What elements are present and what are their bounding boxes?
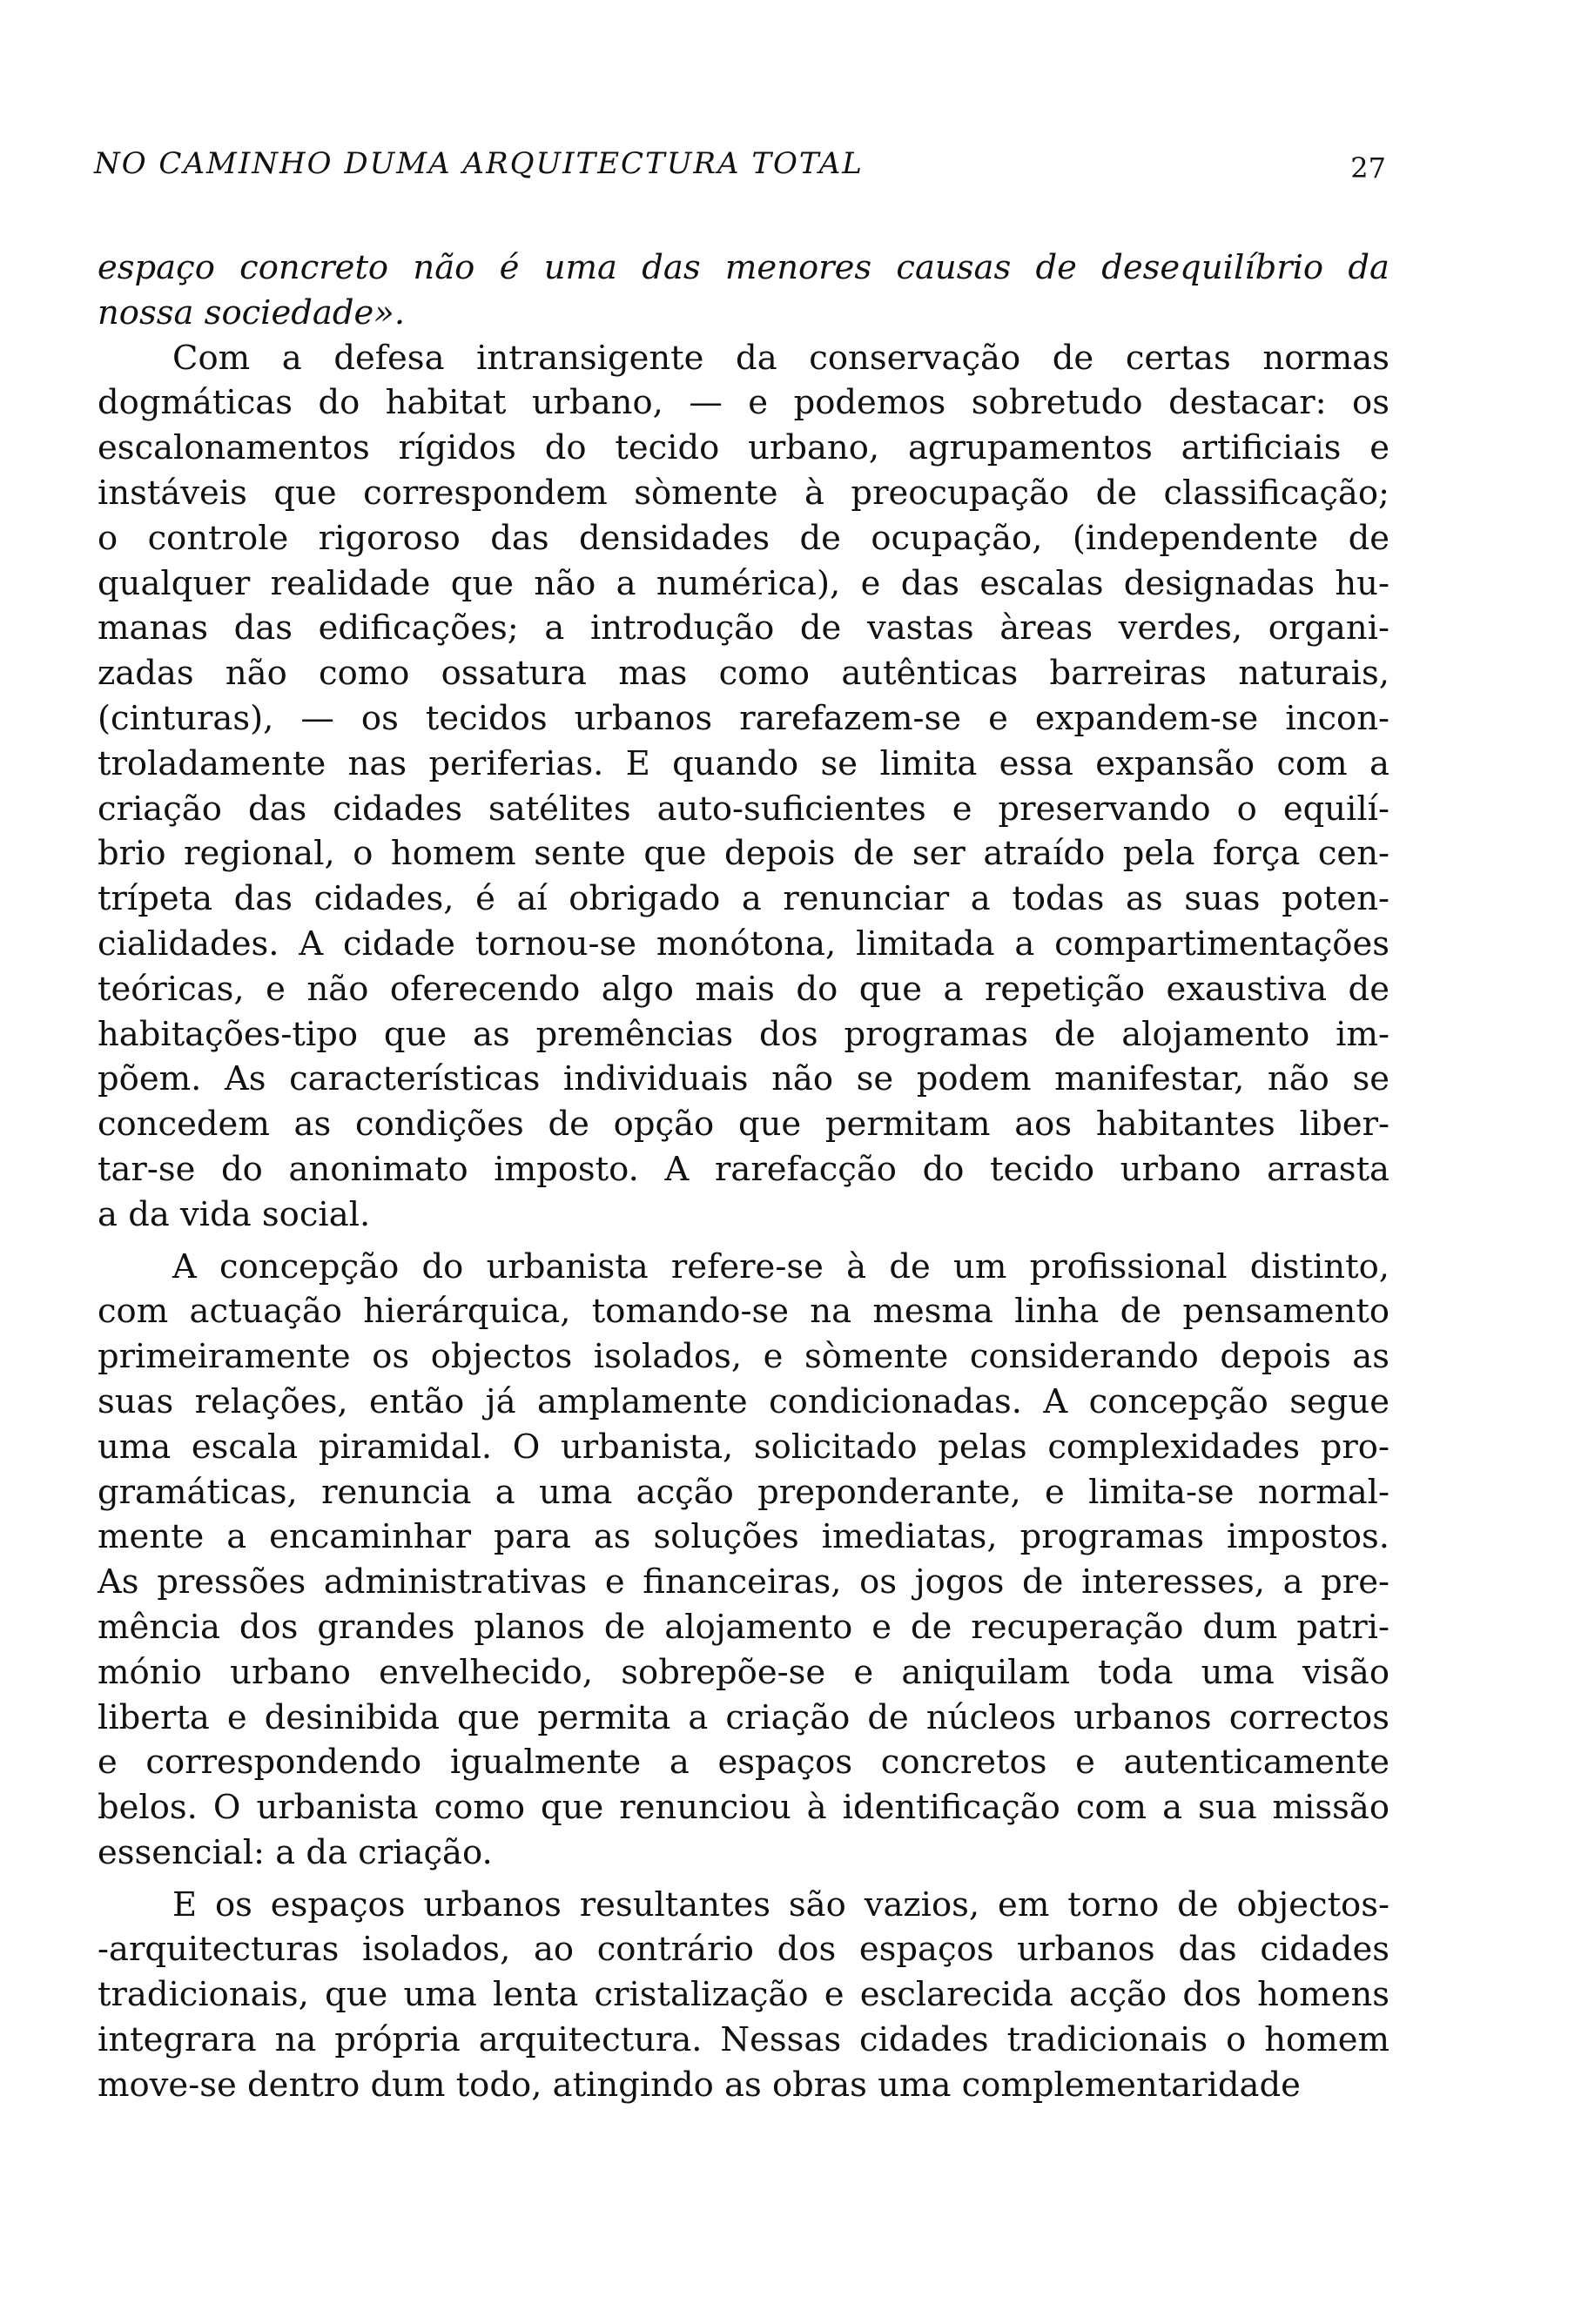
text-line: nossa sociedade». xyxy=(98,292,406,332)
text-line: cialidades. A cidade tornou-se monótona, limitada a compartimentações xyxy=(98,924,1390,964)
text-line: suas relações, então já amplamente condicionadas. A concepção segue xyxy=(98,1381,1390,1421)
text-line: tradicionais, que uma lenta cristalização e esclarecida acção dos homens xyxy=(98,1975,1390,2015)
text-line: criação das cidades satélites auto-suficientes e preservando o equilí- xyxy=(98,789,1390,829)
text-line: espaço concreto não é uma das menores causas de desequilíbrio da xyxy=(98,248,1390,287)
text-line: habitações-tipo que as premências dos programas de alojamento im- xyxy=(98,1014,1390,1054)
paragraph-gap xyxy=(98,1876,1390,1883)
paragraph xyxy=(98,1245,1390,1876)
text-line: integrara na própria arquitectura. Nessas cidades tradicionais o homem xyxy=(98,2020,1390,2060)
text-line: troladamente nas periferias. E quando se limita essa expansão com a xyxy=(98,743,1390,783)
text-line: põem. As características individuais não se podem manifestar, não se xyxy=(98,1059,1390,1099)
text-line: -arquitecturas isolados, ao contrário dos espaços urbanos das cidades xyxy=(98,1930,1390,1970)
text-line: instáveis que correspondem sòmente à preocupação de classificação; xyxy=(98,473,1390,513)
text-line: brio regional, o homem sente que depois de ser atraído pela força cen- xyxy=(98,834,1390,874)
text-line: dogmáticas do habitat urbano, — e podemos sobretudo destacar: os xyxy=(98,383,1390,423)
text-line: E os espaços urbanos resultantes são vazios, em torno de objectos- xyxy=(172,1884,1390,1924)
text-line: zadas não como ossatura mas como autênticas barreiras naturais, xyxy=(98,654,1390,694)
text-line: liberta e desinibida que permita a criação de núcleos urbanos correctos xyxy=(98,1697,1390,1737)
text-line: A concepção do urbanista refere-se à de um profissional distinto, xyxy=(172,1246,1390,1286)
text-line: move-se dentro dum todo, atingindo as obras uma complementaridade xyxy=(98,2065,1301,2105)
text-line: escalonamentos rígidos do tecido urbano, agrupamentos artificiais e xyxy=(98,428,1390,468)
text-line: trípeta das cidades, é aí obrigado a renunciar a todas as suas poten- xyxy=(98,879,1390,919)
text-line: mente a encaminhar para as soluções imediatas, programas impostos. xyxy=(98,1517,1390,1557)
text-line: a da vida social. xyxy=(98,1194,371,1234)
body-text xyxy=(98,245,1390,2108)
paragraph xyxy=(98,1883,1390,2108)
text-line: gramáticas, renuncia a uma acção preponderante, e limita-se normal- xyxy=(98,1472,1390,1512)
paragraph-gap xyxy=(98,1238,1390,1245)
text-line: concedem as condições de opção que permitam aos habitantes liber- xyxy=(98,1105,1390,1145)
running-title: NO CAMINHO DUMA ARQUITECTURA TOTAL xyxy=(94,146,864,181)
page-number: 27 xyxy=(1350,151,1386,185)
text-line: uma escala piramidal. O urbanista, solicitado pelas complexidades pro- xyxy=(98,1427,1390,1467)
text-line: primeiramente os objectos isolados, e sòmente considerando depois as xyxy=(98,1337,1390,1377)
text-line: Com a defesa intransigente da conservação de certas normas xyxy=(172,338,1390,378)
text-line: (cinturas), — os tecidos urbanos rarefazem-se e expandem-se incon- xyxy=(98,698,1390,738)
text-line: essencial: a da criação. xyxy=(98,1832,493,1872)
text-line: As pressões administrativas e financeiras, os jogos de interesses, a pre- xyxy=(98,1562,1390,1602)
text-line: teóricas, e não oferecendo algo mais do que a repetição exaustiva de xyxy=(98,969,1390,1009)
text-line: manas das edificações; a introdução de vastas àreas verdes, organi- xyxy=(98,608,1390,648)
text-line: o controle rigoroso das densidades de ocupação, (independente de xyxy=(98,518,1390,558)
paragraph xyxy=(98,336,1390,1238)
text-line: belos. O urbanista como que renunciou à identificação com a sua missão xyxy=(98,1788,1390,1828)
text-line: mência dos grandes planos de alojamento e de recuperação dum patri- xyxy=(98,1607,1390,1647)
text-line: e correspondendo igualmente a espaços concretos e autenticamente xyxy=(98,1743,1390,1783)
text-line: tar-se do anonimato imposto. A rarefacção do tecido urbano arrasta xyxy=(98,1149,1390,1189)
paragraph xyxy=(98,245,1390,336)
text-line: qualquer realidade que não a numérica), e das escalas designadas hu- xyxy=(98,563,1390,603)
text-line: com actuação hierárquica, tomando-se na mesma linha de pensamento xyxy=(98,1292,1390,1332)
running-head xyxy=(94,146,1386,198)
text-line: mónio urbano envelhecido, sobrepõe-se e aniquilam toda uma visão xyxy=(98,1652,1390,1692)
